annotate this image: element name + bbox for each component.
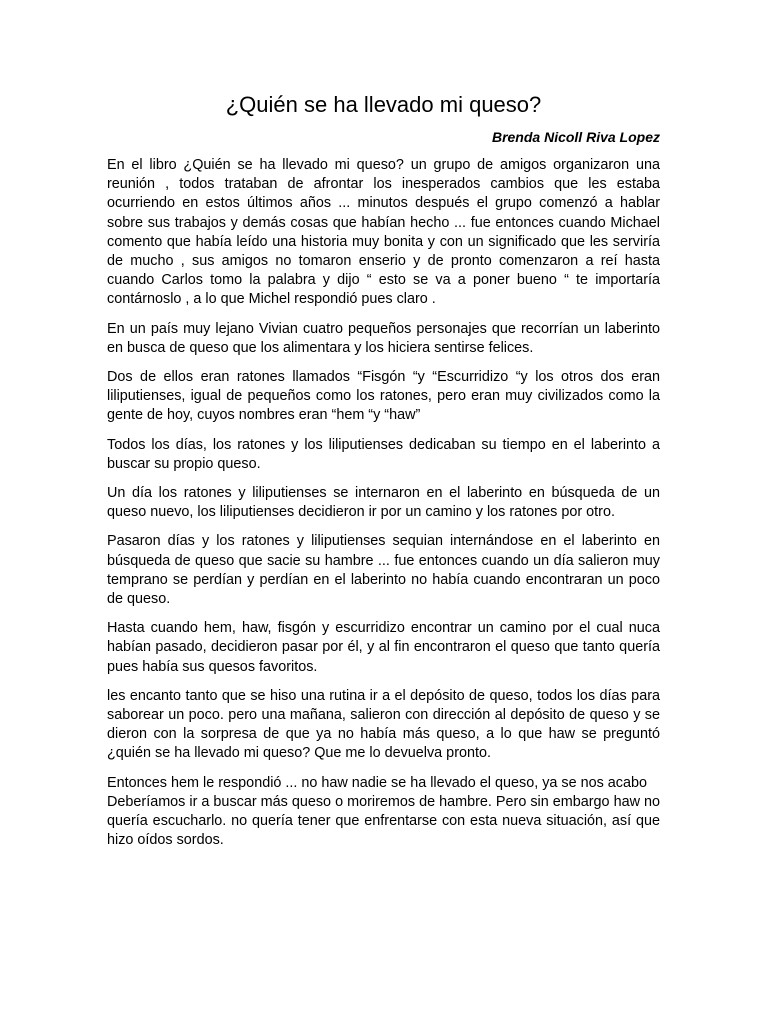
paragraph: Pasaron días y los ratones y liliputienses sequian internándose en el laberinto en búsqueda de queso que sacie su hambre ... fue entonces cuando un día salieron muy temprano se perdían y perdían en el laberinto no había cuando encontraran un poco de queso. [107,533,660,608]
document-author: Brenda Nicoll Riva Lopez [491,129,660,145]
paragraph: Hasta cuando hem, haw, fisgón y escurridizo encontrar un camino por el cual nuca habían pasado, decidieron pasar por él, y al fin encontraron el queso que tanto quería pues había sus quesos favoritos. [107,620,660,675]
paragraph: Dos de ellos eran ratones llamados “Fisgón “y “Escurridizo “y los otros dos eran liliputienses, igual de pequeños como los ratones, pero eran muy civilizados como la gente de hoy, cuyos nombres eran “hem “y “haw” [107,369,660,424]
paragraph: les encanto tanto que se hiso una rutina ir a el depósito de queso, todos los días para saborear un poco. pero una mañana, salieron con dirección al depósito de queso y se dieron con la sorpresa de que ya no había más queso, a lo que haw se preguntó ¿quién se ha llevado mi queso? Que me lo devuelva pronto. [107,687,660,762]
paragraph: En el libro ¿Quién se ha llevado mi queso? un grupo de amigos organizaron una reunión , todos trataban de afrontar los inesperados cambios que les estaba ocurriendo en estos últimos años ... minutos después el grupo comenzó a hablar sobre sus trabajos y demás cosas que habían hecho ... fue entonces cuando Michael comento que había leído una historia muy bonita y con un significado que les serviría de mucho , sus amigos no tomaron enserio y de pronto comenzaron a reí hasta cuando Carlos tomo la palabra y dijo “ esto se va a poner bueno “ te importaría contárnoslo , a lo que Michel respondió pues claro . [107,157,660,308]
paragraph: Deberíamos ir a buscar más queso o moriremos de hambre. Pero sin embargo haw no quería escucharlo. no quería tener que enfrentarse con esta nueva situación, así que hizo oídos sordos. [107,793,660,849]
paragraph: Entonces hem le respondió ... no haw nadie se ha llevado el queso, ya se nos acabo [107,774,648,791]
document-title: ¿Quién se ha llevado mi queso? [225,92,542,117]
paragraph: Todos los días, los ratones y los liliputienses dedicaban su tiempo en el laberinto a buscar su propio queso. [107,436,660,472]
paragraph: En un país muy lejano Vivian cuatro pequeños personajes que recorrían un laberinto en busca de queso que los alimentara y los hiciera sentirse felices. [107,320,660,356]
paragraph: Un día los ratones y liliputienses se internaron en el laberinto en búsqueda de un queso nuevo, los liliputienses decidieron ir por un camino y los ratones por otro. [107,485,660,521]
document-page [107,0,660,851]
